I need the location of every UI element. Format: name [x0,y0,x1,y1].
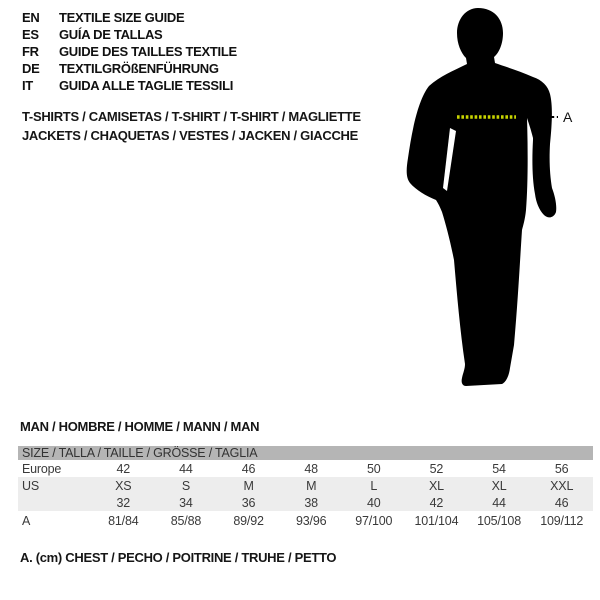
cell: 32 [92,494,155,511]
cell: M [280,477,343,494]
table-row-chest-cm [18,511,593,530]
measure-label-a: A [563,109,573,125]
cell: 89/92 [233,513,264,528]
language-label: GUIDE DES TAILLES TEXTILE [59,44,237,59]
language-list [22,9,237,94]
size-table-header: SIZE / TALLA / TAILLE / GRÖSSE / TAGLIA [18,446,593,460]
row-label-us: US [18,477,92,494]
cell: XL [405,477,468,494]
cell: XL [468,477,531,494]
cell: M [217,477,280,494]
size-table [18,446,593,530]
cell: 46 [530,494,593,511]
language-label: TEXTILGRÖßENFÜHRUNG [59,61,219,76]
cell: 48 [304,461,318,476]
cell: 38 [280,494,343,511]
language-label: GUIDA ALLE TAGLIE TESSILI [59,78,234,93]
cell: 42 [405,494,468,511]
cell: 36 [217,494,280,511]
garment-categories [22,107,361,145]
language-row-de [22,60,237,77]
language-row-en [22,9,237,26]
measure-footnote: A. (cm) CHEST / PECHO / POITRINE / TRUHE / PETTO [20,550,337,565]
section-title-man: MAN / HOMBRE / HOMME / MANN / MAN [20,419,260,434]
language-code: EN [22,10,40,25]
cell: 85/88 [170,513,202,528]
cell: 44 [468,494,531,511]
cell: 81/84 [108,513,139,528]
cell: 42 [116,461,131,476]
cell: XS [92,477,155,494]
table-row-us-numeric [18,494,593,511]
cell: 44 [179,461,193,476]
table-row-us [18,477,593,494]
row-label-a: A [22,513,31,528]
cell: XXL [530,477,593,494]
cell: 97/100 [355,513,393,528]
cell: S [155,477,218,494]
row-label-empty [18,494,92,511]
language-code: FR [22,44,39,59]
language-label: GUÍA DE TALLAS [59,27,163,42]
cell: 105/108 [477,513,521,528]
cell: 40 [343,494,406,511]
cell: 50 [367,461,381,476]
cell: 34 [155,494,218,511]
man-silhouette-shape [407,8,557,386]
cell: 52 [429,461,444,476]
language-row-es [22,26,237,43]
language-row-it [22,77,237,94]
category-jackets: JACKETS / CHAQUETAS / VESTES / JACKEN / GIACCHE [22,128,358,143]
language-row-fr [22,43,237,60]
language-code: ES [22,27,39,42]
cell: 93/96 [296,513,327,528]
cell: 109/112 [540,513,584,528]
cell: 46 [241,461,256,476]
row-label-europe: Europe [22,461,62,476]
cell: 56 [554,461,569,476]
language-code: IT [22,78,33,93]
language-code: DE [22,61,40,76]
cell: 101/104 [414,513,459,528]
language-label: TEXTILE SIZE GUIDE [59,10,185,25]
cell: L [343,477,406,494]
man-silhouette-svg [400,0,600,400]
man-silhouette-figure [400,0,600,400]
category-tshirts: T-SHIRTS / CAMISETAS / T-SHIRT / T-SHIRT / MAGLIETTE [22,109,361,124]
cell: 54 [492,461,506,476]
table-row-europe [18,460,593,477]
size-table-header-row [18,446,593,460]
